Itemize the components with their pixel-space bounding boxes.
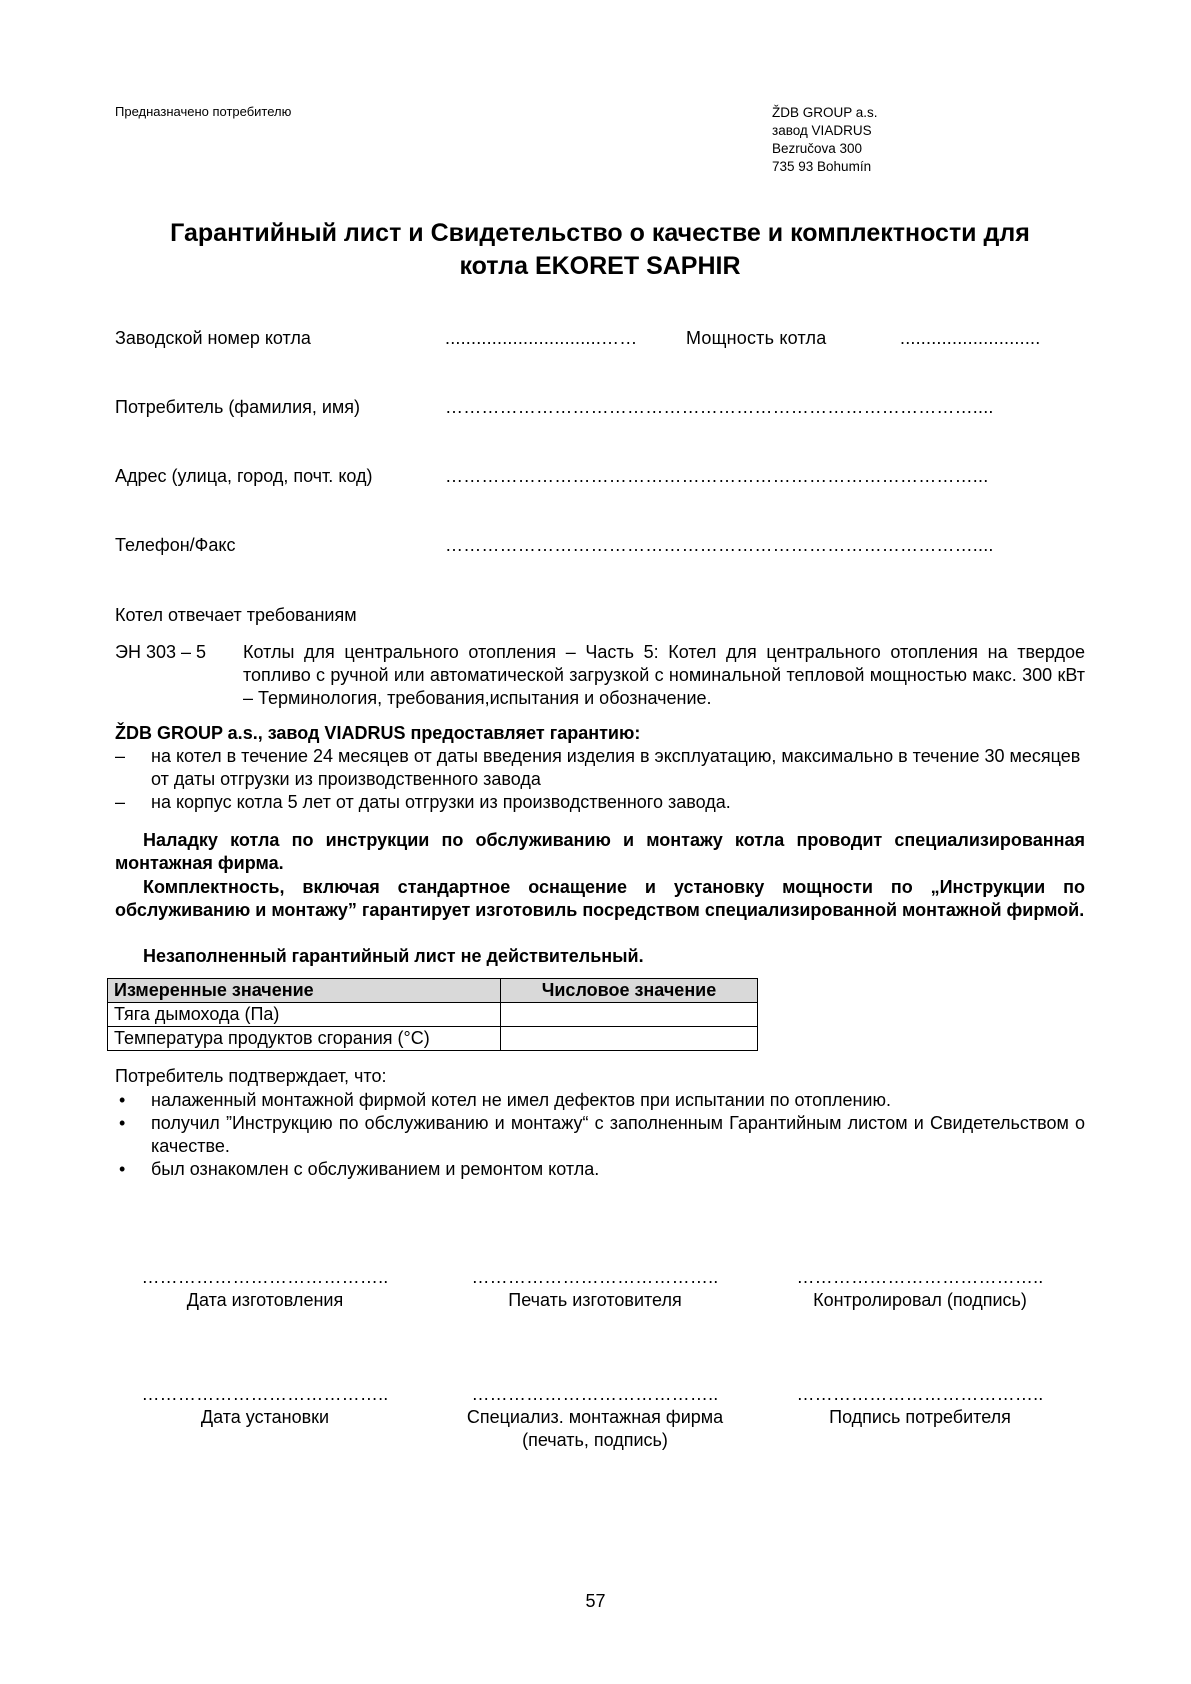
serial-power-row: [115, 328, 1085, 352]
guarantee-heading: ŽDB GROUP a.s., завод VIADRUS предоставляет гарантию:: [115, 723, 641, 743]
confirm-item-text: был ознакомлен с обслуживанием и ремонтом котла.: [151, 1159, 600, 1179]
dash-marker: –: [115, 746, 126, 766]
consumer-blank[interactable]: ……………………………………………………………………………....: [445, 397, 994, 417]
address-blank[interactable]: ……………………………………………………………………………...: [445, 466, 989, 486]
bullet-marker: •: [119, 1090, 126, 1110]
norm-block: [115, 641, 1085, 710]
signature-line[interactable]: …………………………………..: [471, 1384, 719, 1404]
signature-caption: Печать изготовителя: [508, 1290, 682, 1310]
note-invalid: Незаполненный гарантийный лист не действительный.: [143, 946, 644, 966]
company-plant: завод VIADRUS: [772, 123, 872, 138]
signature-caption: Дата установки: [200, 1407, 330, 1427]
signature-installer-firm: [445, 1383, 745, 1452]
signature-caption: Специализ. монтажная фирма: [466, 1407, 724, 1427]
table-row: [108, 1003, 758, 1027]
guarantee-item-text: на котел в течение 24 месяцев от даты введения изделия в эксплуатацию, максимально в течение 30 месяцев от даты отгрузки из производственного завода: [151, 746, 1081, 789]
title-line-2: котла EKORET SAPHIR: [459, 252, 741, 280]
table-header-row: [108, 979, 758, 1003]
confirm-heading: Потребитель подтверждает, что:: [115, 1066, 387, 1086]
dash-marker: –: [115, 792, 126, 812]
phone-label: Телефон/Факс: [115, 535, 236, 555]
signature-subcaption: (печать, подпись): [522, 1430, 668, 1450]
signature-inspector: [770, 1266, 1070, 1312]
signature-line[interactable]: …………………………………..: [796, 1267, 1044, 1287]
phone-blank[interactable]: ……………………………………………………………………………....: [445, 535, 994, 555]
bullet-marker: •: [119, 1159, 126, 1179]
header-recipient: Предназначено потребителю: [115, 104, 292, 119]
phone-row: [115, 535, 1085, 559]
confirm-item-text: получил ”Инструкцию по обслуживанию и монтажу“ с заполненным Гарантийным листом и Свидетельством о качестве.: [151, 1113, 1085, 1156]
list-item: [115, 1089, 1085, 1112]
signature-line[interactable]: …………………………………..: [471, 1267, 719, 1287]
signature-caption: Дата изготовления: [186, 1290, 344, 1310]
consumer-row: [115, 397, 1085, 421]
company-street: Bezručova 300: [772, 141, 863, 156]
page-number: 57: [585, 1591, 606, 1611]
serial-number-blank[interactable]: ..............................……: [445, 328, 638, 348]
signature-consumer: [770, 1383, 1070, 1429]
company-city: 735 93 Bohumín: [772, 159, 872, 174]
consumer-label: Потребитель (фамилия, имя): [115, 397, 361, 417]
power-label: Мощность котла: [686, 328, 827, 348]
list-item: [115, 1158, 1085, 1181]
signature-line[interactable]: …………………………………..: [141, 1267, 389, 1287]
note-completeness: Комплектность, включая стандартное оснащение и установку мощности по „Инструкции по обслуживанию и монтажу” гарантирует изготовиль посредством специализированной монтажной фирмой.: [115, 877, 1085, 920]
confirm-list: [115, 1089, 1085, 1181]
guarantee-list: [115, 745, 1085, 814]
signature-caption: Контролировал (подпись): [813, 1290, 1027, 1310]
signature-manufacture-date: [115, 1266, 415, 1312]
signature-caption: Подпись потребителя: [829, 1407, 1011, 1427]
serial-number-label: Заводской номер котла: [115, 328, 311, 348]
company-address: [772, 104, 878, 176]
value-cell[interactable]: [501, 1003, 758, 1027]
guarantee-item-text: на корпус котла 5 лет от даты отгрузки из производственного завода.: [151, 792, 731, 812]
title-line-1: Гарантийный лист и Свидетельство о качестве и комплектности для: [170, 219, 1030, 247]
table-cell: Тяга дымохода (Па): [108, 1003, 501, 1027]
table-row: [108, 1027, 758, 1051]
address-label: Адрес (улица, город, почт. код): [115, 466, 373, 486]
address-row: [115, 466, 1085, 490]
norm-code: ЭН 303 – 5: [115, 642, 206, 662]
norm-text: Котлы для центрального отопления – Часть 5: Котел для центрального отопления на твердое топливо с ручной или автоматической загрузкой с номинальной тепловой мощностью макс. 300 кВт – Терминология, требования,испытания и обозначение.: [243, 642, 1085, 708]
signature-install-date: [115, 1383, 415, 1429]
bullet-marker: •: [119, 1113, 126, 1133]
document-title: [115, 217, 1085, 283]
signature-line[interactable]: …………………………………..: [141, 1384, 389, 1404]
list-item: [115, 1112, 1085, 1158]
signature-line[interactable]: …………………………………..: [796, 1384, 1044, 1404]
value-cell[interactable]: [501, 1027, 758, 1051]
table-header: Измеренные значение: [108, 979, 501, 1003]
table-header: Числовое значение: [501, 979, 758, 1003]
measurement-table: [107, 978, 758, 1051]
note-setup: Наладку котла по инструкции по обслуживанию и монтажу котла проводит специализированная монтажная фирма.: [115, 830, 1085, 873]
requirements-heading: Котел отвечает требованиям: [115, 605, 357, 625]
list-item: [115, 791, 1085, 814]
power-blank[interactable]: ...........................: [900, 328, 1041, 348]
signature-manufacturer-stamp: [445, 1266, 745, 1312]
list-item: [115, 745, 1085, 791]
company-name: ŽDB GROUP a.s.: [772, 105, 878, 120]
table-cell: Температура продуктов сгорания (°C): [108, 1027, 501, 1051]
confirm-item-text: налаженный монтажной фирмой котел не имел дефектов при испытании по отоплению.: [151, 1090, 891, 1110]
